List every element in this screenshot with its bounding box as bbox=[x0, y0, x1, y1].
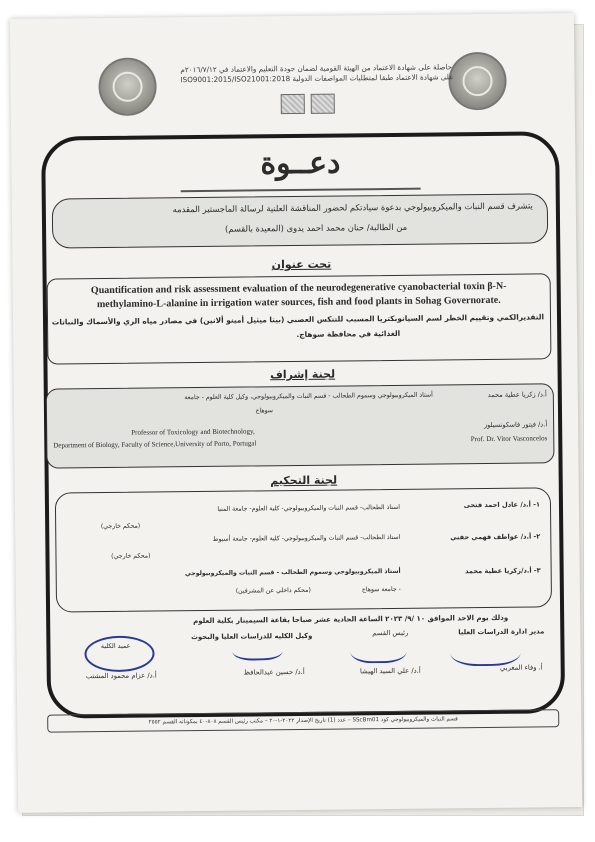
thesis-ar-line-2: الغذائية في محافظة سوهاج. bbox=[296, 328, 401, 339]
supervisor-2-name-ar: أ.د/ فيتور فاسكونسيلوز bbox=[483, 420, 548, 430]
examiner-2-role: (محكم خارجي) bbox=[111, 552, 151, 560]
signature-2-title: رئيس القسم bbox=[372, 628, 409, 638]
supervisor-2-title-en-2: Department of Biology, Faculty of Science,University of Porto, Portugal bbox=[53, 439, 257, 450]
signature-2-scribble bbox=[350, 635, 406, 664]
signature-2-name: أ.د/ علي السيد الهيشا bbox=[359, 666, 421, 676]
examiner-1-role: (محكم خارجي) bbox=[100, 522, 141, 531]
supervision-box bbox=[46, 383, 555, 468]
header-accreditation-line: حاصلة على شهادة الاعتماد من الهيئة القومية لضمان جودة التعليم والاعتماد في ٢٠١٦/٧/١٢م bbox=[180, 62, 453, 75]
faculty-emblem-right bbox=[448, 52, 507, 111]
supervisor-1-title-cont: سوهاج bbox=[255, 407, 274, 415]
intro-line-1: يتشرف قسم النبات والميكروبيولوجي بدعوة سيادتكم لحضور المناقشة العلنية لرسالة الماجستير المقدمه bbox=[172, 200, 533, 215]
title-divider bbox=[181, 188, 421, 193]
signature-4-name: أ.د/ عزام محمود المشتب bbox=[85, 671, 157, 681]
defense-date-line: وذلك يوم الاحد الموافق ١٠ /٩/ ٢٠٢٣ الساعة الحادية عشر صباحا بقاعة السيمينار بكلية العلوم bbox=[193, 613, 509, 626]
examiner-3-name: ٣- أ.د/زكريا عطية محمد bbox=[465, 566, 541, 576]
examination-box bbox=[55, 487, 552, 612]
examiner-3-university: - جامعة سوهاج bbox=[361, 585, 401, 594]
signature-4-title: عميد الكلية bbox=[100, 641, 131, 651]
intro-line-2: من الطالبة/ حنان محمد احمد يدوى (المعيدة بالقسم) bbox=[224, 221, 408, 234]
signature-3-scribble bbox=[232, 638, 282, 661]
examiner-1-name: ١- أ.د/ عادل احمد فتحى bbox=[463, 500, 541, 510]
supervisor-1-name: أ.د/ زكريا عطية محمد bbox=[487, 390, 547, 399]
invitation-frame bbox=[41, 131, 565, 718]
examiner-3-title: أستاذ الميكروبيولوجي وسموم الطحالب - قسم النبات والميكروبيولوجي bbox=[184, 567, 401, 578]
thesis-en-line-1: Quantification and risk assessment evaluation of the neurodegenerative cyanobacterial toxin β-N- bbox=[90, 280, 507, 297]
thesis-box bbox=[47, 273, 552, 364]
supervisor-2-name-en: Prof. Dr. Vitor Vasconcelos bbox=[470, 434, 548, 444]
signature-3-name: أ.د/ حسين عبدالحافظ bbox=[243, 667, 305, 677]
examiner-2-name: ٢- أ.د/ عواطف فهمي حفني bbox=[450, 532, 541, 542]
invitation-title: دعــوة bbox=[260, 145, 341, 182]
examination-heading: لجنة التحكيم bbox=[270, 473, 338, 488]
signature-1-title: مدير ادارة الدراسات العليا bbox=[458, 627, 545, 637]
thesis-ar-line-1: التقديرالكمي وتقييم الخطر لسم السيانوبكتريا المسبب للتنكس العصبي (بيتا ميثيل أمينو ألانين) في مصادر مياه الري والأسماك والنباتات bbox=[51, 312, 545, 327]
examiner-3-role: (محكم داخلي عن المشرفين) bbox=[235, 586, 311, 595]
thesis-en-line-2: methylamino-L-alanine in irrigation water sources, fish and food plants in Sohag Governorate. bbox=[96, 294, 501, 311]
intro-box bbox=[52, 193, 548, 248]
supervisor-1-title: أستاذ الميكروبيولوجي وسموم الطحالب - قسم النبات والميكروبيولوجي، وكيل كلية العلوم - جامعة bbox=[184, 391, 433, 402]
signature-3-title: وكيل الكليه للدراسات العليا والبحوث bbox=[191, 631, 313, 642]
document-footer: قسم النبات والميكروبيولوجي كود SScBm01 – عدد (1) تاريخ الإصدار ٢٠٢٢-١-٢٠ – مكتب رئيس القسم ٨٠٨-٤٠ بمكوناته القسم ٢٥٥٢ bbox=[47, 709, 559, 732]
supervision-heading: لجنة إشراف bbox=[270, 367, 336, 382]
signature-1-name: أ. وفاء المغربي bbox=[499, 663, 543, 672]
accreditation-logo-icon bbox=[311, 94, 335, 114]
university-emblem-left bbox=[98, 57, 157, 116]
signature-4-scribble bbox=[84, 635, 154, 672]
thesis-heading: تحت عنوان bbox=[271, 257, 332, 272]
supervisor-2-title-en-1: Professor of Toxicology and Biotechnology, bbox=[131, 427, 255, 437]
examiner-1-title: استاذ الطحالب- قسم النبات والميكروبيولوجي- كلية العلوم- جامعة المنيا bbox=[217, 503, 401, 513]
signature-1-scribble bbox=[450, 634, 520, 667]
certification-logo-icon bbox=[281, 94, 305, 114]
examiner-2-title: استاذ الطحالب- قسم النبات والميكروبيولوجي- كلية العلوم- جامعة أسيوط bbox=[212, 533, 401, 543]
invitation-page bbox=[10, 13, 582, 813]
header-iso-line: على شهادة الاعتماد طبقا لمتطلبات المواصفات الدولية ISO9001:2015/ISO21001:2018 bbox=[180, 72, 454, 85]
